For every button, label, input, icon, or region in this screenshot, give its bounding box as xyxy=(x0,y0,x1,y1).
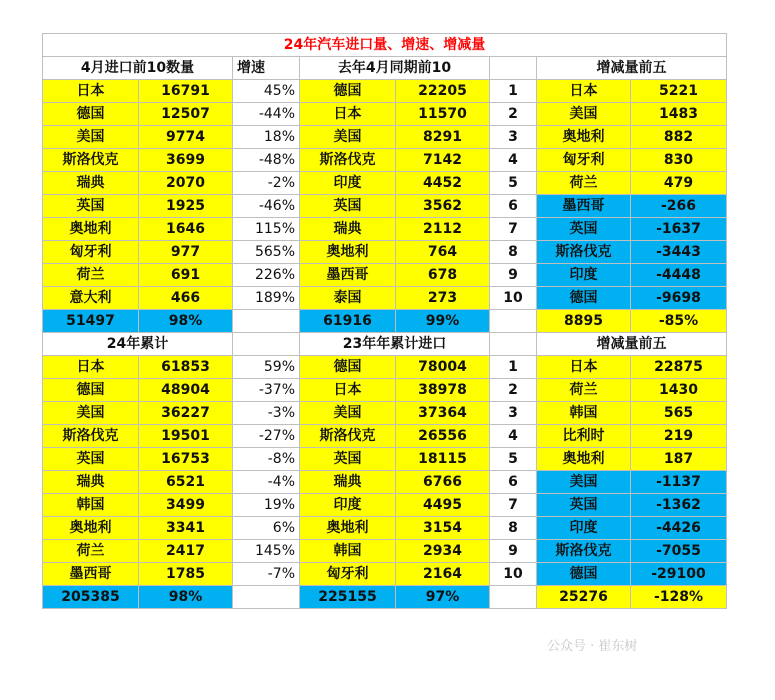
country-cell: 荷兰 xyxy=(43,264,139,287)
country-cell: 瑞典 xyxy=(43,172,139,195)
country-cell: 英国 xyxy=(43,448,139,471)
table-row xyxy=(43,195,727,218)
quantity-cell: 3499 xyxy=(139,494,233,517)
growth-cell: -8% xyxy=(233,448,300,471)
change-quantity-cell: -4426 xyxy=(631,517,727,540)
table-row xyxy=(43,379,727,402)
growth-cell: 6% xyxy=(233,517,300,540)
country-cell: 日本 xyxy=(43,80,139,103)
last-year-country-cell: 匈牙利 xyxy=(300,563,396,586)
rank-cell: 9 xyxy=(490,540,537,563)
quantity-cell: 19501 xyxy=(139,425,233,448)
table-row xyxy=(43,517,727,540)
rank-cell: 8 xyxy=(490,517,537,540)
total-blank xyxy=(233,586,300,609)
country-cell: 奥地利 xyxy=(43,218,139,241)
country-cell: 韩国 xyxy=(43,494,139,517)
last-year-quantity-cell: 37364 xyxy=(396,402,490,425)
country-cell: 墨西哥 xyxy=(43,563,139,586)
last-year-country-cell: 瑞典 xyxy=(300,218,396,241)
change-quantity-cell: -9698 xyxy=(631,287,727,310)
table-title: 24年汽车进口量、增速、增减量 xyxy=(43,34,727,57)
last-year-quantity-cell: 4495 xyxy=(396,494,490,517)
growth-cell: 45% xyxy=(233,80,300,103)
change-country-cell: 斯洛伐克 xyxy=(537,241,631,264)
change-total-quantity: 25276 xyxy=(537,586,631,609)
country-cell: 斯洛伐克 xyxy=(43,149,139,172)
table-row xyxy=(43,402,727,425)
growth-cell: 115% xyxy=(233,218,300,241)
last-year-country-cell: 日本 xyxy=(300,103,396,126)
last-year-country-cell: 德国 xyxy=(300,356,396,379)
watermark: 公众号 · 崔东树 xyxy=(547,639,638,654)
country-cell: 匈牙利 xyxy=(43,241,139,264)
last-year-country-cell: 奥地利 xyxy=(300,517,396,540)
country-cell: 荷兰 xyxy=(43,540,139,563)
last-year-country-cell: 泰国 xyxy=(300,287,396,310)
rank-cell: 4 xyxy=(490,425,537,448)
last-year-quantity-cell: 678 xyxy=(396,264,490,287)
table-row xyxy=(43,80,727,103)
rank-cell: 2 xyxy=(490,379,537,402)
rank-cell: 3 xyxy=(490,402,537,425)
country-cell: 美国 xyxy=(43,402,139,425)
growth-cell: -44% xyxy=(233,103,300,126)
last-year-country-cell: 美国 xyxy=(300,402,396,425)
last-year-quantity-cell: 3562 xyxy=(396,195,490,218)
rank-cell: 6 xyxy=(490,195,537,218)
change-quantity-cell: -1137 xyxy=(631,471,727,494)
change-quantity-cell: 1483 xyxy=(631,103,727,126)
change-country-cell: 日本 xyxy=(537,356,631,379)
last-year-quantity-cell: 273 xyxy=(396,287,490,310)
rank-cell: 1 xyxy=(490,80,537,103)
change-quantity-cell: 219 xyxy=(631,425,727,448)
header-change-top5: 增减量前五 xyxy=(537,333,727,356)
change-quantity-cell: 882 xyxy=(631,126,727,149)
total-share: 98% xyxy=(139,310,233,333)
change-quantity-cell: 5221 xyxy=(631,80,727,103)
table-row xyxy=(43,264,727,287)
growth-cell: 19% xyxy=(233,494,300,517)
quantity-cell: 691 xyxy=(139,264,233,287)
change-country-cell: 奥地利 xyxy=(537,448,631,471)
last-year-total-share: 97% xyxy=(396,586,490,609)
change-country-cell: 墨西哥 xyxy=(537,195,631,218)
rank-cell: 7 xyxy=(490,218,537,241)
change-country-cell: 斯洛伐克 xyxy=(537,540,631,563)
change-quantity-cell: 565 xyxy=(631,402,727,425)
change-quantity-cell: -7055 xyxy=(631,540,727,563)
quantity-cell: 3699 xyxy=(139,149,233,172)
change-total-percent: -128% xyxy=(631,586,727,609)
last-year-total-share: 99% xyxy=(396,310,490,333)
total-share: 98% xyxy=(139,586,233,609)
table-row xyxy=(43,356,727,379)
table-row xyxy=(43,494,727,517)
quantity-cell: 3341 xyxy=(139,517,233,540)
change-quantity-cell: -29100 xyxy=(631,563,727,586)
country-cell: 瑞典 xyxy=(43,471,139,494)
last-year-quantity-cell: 26556 xyxy=(396,425,490,448)
country-cell: 德国 xyxy=(43,103,139,126)
last-year-country-cell: 英国 xyxy=(300,448,396,471)
quantity-cell: 977 xyxy=(139,241,233,264)
last-year-country-cell: 美国 xyxy=(300,126,396,149)
growth-cell: -37% xyxy=(233,379,300,402)
last-year-quantity-cell: 7142 xyxy=(396,149,490,172)
change-country-cell: 匈牙利 xyxy=(537,149,631,172)
change-quantity-cell: 187 xyxy=(631,448,727,471)
header-growth: 增速 xyxy=(233,57,300,80)
header-blank xyxy=(490,333,537,356)
total-rank-blank xyxy=(490,310,537,333)
total-blank xyxy=(233,310,300,333)
table-row xyxy=(43,540,727,563)
change-country-cell: 德国 xyxy=(537,287,631,310)
title-row xyxy=(43,34,727,57)
change-country-cell: 美国 xyxy=(537,103,631,126)
country-cell: 美国 xyxy=(43,126,139,149)
growth-cell: 565% xyxy=(233,241,300,264)
change-country-cell: 印度 xyxy=(537,264,631,287)
header-ytd-2024: 24年累计 xyxy=(43,333,233,356)
table-row xyxy=(43,218,727,241)
header-blank xyxy=(490,57,537,80)
quantity-cell: 6521 xyxy=(139,471,233,494)
change-quantity-cell: -1362 xyxy=(631,494,727,517)
table-row xyxy=(43,172,727,195)
rank-cell: 5 xyxy=(490,448,537,471)
table-row xyxy=(43,425,727,448)
quantity-cell: 1646 xyxy=(139,218,233,241)
quantity-cell: 16753 xyxy=(139,448,233,471)
quantity-cell: 2417 xyxy=(139,540,233,563)
rank-cell: 10 xyxy=(490,563,537,586)
rank-cell: 5 xyxy=(490,172,537,195)
last-year-quantity-cell: 18115 xyxy=(396,448,490,471)
change-country-cell: 荷兰 xyxy=(537,379,631,402)
last-year-country-cell: 印度 xyxy=(300,494,396,517)
quantity-cell: 61853 xyxy=(139,356,233,379)
section2-total-row xyxy=(43,586,727,609)
last-year-country-cell: 奥地利 xyxy=(300,241,396,264)
header-ytd-2023: 23年年累计进口 xyxy=(300,333,490,356)
quantity-cell: 2070 xyxy=(139,172,233,195)
last-year-country-cell: 斯洛伐克 xyxy=(300,149,396,172)
header-last-year-top10: 去年4月同期前10 xyxy=(300,57,490,80)
growth-cell: -2% xyxy=(233,172,300,195)
section1-header-row xyxy=(43,57,727,80)
rank-cell: 1 xyxy=(490,356,537,379)
last-year-quantity-cell: 8291 xyxy=(396,126,490,149)
change-country-cell: 荷兰 xyxy=(537,172,631,195)
header-april-top10: 4月进口前10数量 xyxy=(43,57,233,80)
change-quantity-cell: 22875 xyxy=(631,356,727,379)
growth-cell: -3% xyxy=(233,402,300,425)
last-year-quantity-cell: 2934 xyxy=(396,540,490,563)
last-year-quantity-cell: 6766 xyxy=(396,471,490,494)
rank-cell: 4 xyxy=(490,149,537,172)
growth-cell: -48% xyxy=(233,149,300,172)
change-quantity-cell: -3443 xyxy=(631,241,727,264)
change-country-cell: 德国 xyxy=(537,563,631,586)
header-change-top5: 增减量前五 xyxy=(537,57,727,80)
last-year-quantity-cell: 78004 xyxy=(396,356,490,379)
last-year-country-cell: 斯洛伐克 xyxy=(300,425,396,448)
quantity-cell: 9774 xyxy=(139,126,233,149)
growth-cell: -27% xyxy=(233,425,300,448)
last-year-quantity-cell: 2112 xyxy=(396,218,490,241)
header-blank xyxy=(233,333,300,356)
last-year-quantity-cell: 3154 xyxy=(396,517,490,540)
table-row xyxy=(43,471,727,494)
section1-total-row xyxy=(43,310,727,333)
change-total-quantity: 8895 xyxy=(537,310,631,333)
change-total-percent: -85% xyxy=(631,310,727,333)
quantity-cell: 1785 xyxy=(139,563,233,586)
last-year-quantity-cell: 764 xyxy=(396,241,490,264)
rank-cell: 9 xyxy=(490,264,537,287)
change-quantity-cell: 830 xyxy=(631,149,727,172)
section2-header-row xyxy=(43,333,727,356)
change-quantity-cell: 479 xyxy=(631,172,727,195)
country-cell: 英国 xyxy=(43,195,139,218)
rank-cell: 3 xyxy=(490,126,537,149)
country-cell: 意大利 xyxy=(43,287,139,310)
total-quantity: 51497 xyxy=(43,310,139,333)
growth-cell: 59% xyxy=(233,356,300,379)
rank-cell: 7 xyxy=(490,494,537,517)
country-cell: 德国 xyxy=(43,379,139,402)
last-year-country-cell: 日本 xyxy=(300,379,396,402)
country-cell: 日本 xyxy=(43,356,139,379)
quantity-cell: 12507 xyxy=(139,103,233,126)
last-year-country-cell: 韩国 xyxy=(300,540,396,563)
table-row xyxy=(43,126,727,149)
last-year-country-cell: 德国 xyxy=(300,80,396,103)
table-body xyxy=(43,34,727,609)
change-country-cell: 比利时 xyxy=(537,425,631,448)
country-cell: 奥地利 xyxy=(43,517,139,540)
last-year-quantity-cell: 38978 xyxy=(396,379,490,402)
growth-cell: -4% xyxy=(233,471,300,494)
change-country-cell: 日本 xyxy=(537,80,631,103)
change-country-cell: 美国 xyxy=(537,471,631,494)
rank-cell: 8 xyxy=(490,241,537,264)
last-year-country-cell: 英国 xyxy=(300,195,396,218)
change-quantity-cell: -1637 xyxy=(631,218,727,241)
data-table xyxy=(42,33,727,609)
rank-cell: 6 xyxy=(490,471,537,494)
last-year-quantity-cell: 4452 xyxy=(396,172,490,195)
country-cell: 斯洛伐克 xyxy=(43,425,139,448)
change-quantity-cell: -4448 xyxy=(631,264,727,287)
quantity-cell: 36227 xyxy=(139,402,233,425)
change-quantity-cell: -266 xyxy=(631,195,727,218)
growth-cell: -7% xyxy=(233,563,300,586)
rank-cell: 2 xyxy=(490,103,537,126)
last-year-quantity-cell: 11570 xyxy=(396,103,490,126)
change-country-cell: 奥地利 xyxy=(537,126,631,149)
last-year-country-cell: 瑞典 xyxy=(300,471,396,494)
rank-cell: 10 xyxy=(490,287,537,310)
change-country-cell: 韩国 xyxy=(537,402,631,425)
growth-cell: 145% xyxy=(233,540,300,563)
table-row xyxy=(43,103,727,126)
table-row xyxy=(43,287,727,310)
quantity-cell: 1925 xyxy=(139,195,233,218)
change-quantity-cell: 1430 xyxy=(631,379,727,402)
total-quantity: 205385 xyxy=(43,586,139,609)
table-row xyxy=(43,563,727,586)
change-country-cell: 印度 xyxy=(537,517,631,540)
last-year-quantity-cell: 22205 xyxy=(396,80,490,103)
total-rank-blank xyxy=(490,586,537,609)
change-country-cell: 英国 xyxy=(537,218,631,241)
table-row xyxy=(43,149,727,172)
last-year-country-cell: 墨西哥 xyxy=(300,264,396,287)
last-year-country-cell: 印度 xyxy=(300,172,396,195)
last-year-total-quantity: 225155 xyxy=(300,586,396,609)
quantity-cell: 48904 xyxy=(139,379,233,402)
last-year-quantity-cell: 2164 xyxy=(396,563,490,586)
table-row xyxy=(43,241,727,264)
last-year-total-quantity: 61916 xyxy=(300,310,396,333)
growth-cell: 189% xyxy=(233,287,300,310)
table-row xyxy=(43,448,727,471)
quantity-cell: 16791 xyxy=(139,80,233,103)
quantity-cell: 466 xyxy=(139,287,233,310)
change-country-cell: 英国 xyxy=(537,494,631,517)
growth-cell: -46% xyxy=(233,195,300,218)
growth-cell: 18% xyxy=(233,126,300,149)
growth-cell: 226% xyxy=(233,264,300,287)
